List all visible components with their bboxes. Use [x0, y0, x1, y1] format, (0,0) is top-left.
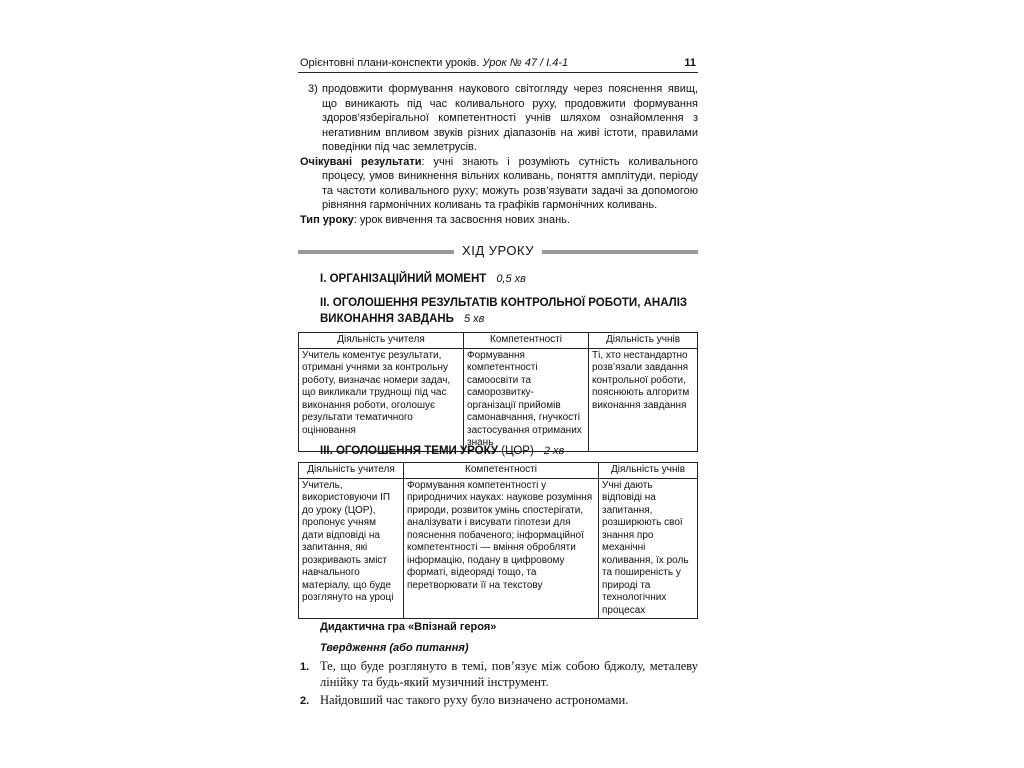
section-3-suffix: (ЦОР): [498, 445, 534, 457]
table-header-cell: Діяльність учителя: [299, 463, 404, 479]
list-item: [298, 692, 698, 708]
table-row: [299, 348, 698, 451]
game-title: Дидактична гра «Впізнай героя»: [320, 621, 497, 633]
section-3-title: [320, 443, 564, 459]
list-item: [298, 658, 698, 690]
list-item-number: 2.: [300, 695, 310, 707]
expected-results-text: : учні знають і розуміють сутність коливального процесу, умов виникнення вільних коливань, поняття амплітуди, періоду та частоти коливального руху; можуть розв’язувати задачі за допомогою рівняння гармонічних коливань та графіків гармонічних коливань.: [322, 155, 698, 211]
objective-number: 3): [308, 83, 318, 95]
header-text: Орієнтовні плани-конспекти уроків.: [300, 57, 480, 69]
table-header-cell: Діяльність учителя: [299, 333, 464, 349]
objective-text: продовжити формування наукового світогляду через пояснення явищ, що виникають під час коливального руху, продовжити формування здоров’язберігальної компетентності учнів шляхом ознайомлення з негативним впливом звуків різних діапазонів на живі істоти, правилами поведінки під час землетрусів.: [322, 83, 698, 153]
list-item-text: Найдовший час такого руху було визначено астрономами.: [320, 693, 629, 707]
table-header-cell: Компетентності: [404, 463, 599, 479]
table-cell: Формування компетентності у природничих науках: наукове розуміння природи, розвиток умінь спостерігати, аналізувати і висувати гіпотези для пояснення побаченого; інформаційної компетентності — вміння обробляти інформацію, подану в цифровому форматі, відеоряді тощо, та перетворювати її на текстову: [404, 478, 599, 619]
table-header-cell: Діяльність учнів: [599, 463, 698, 479]
table-cell: Ті, хто нестандартно розв’язали завдання контрольної роботи, пояснюють алгоритм виконання завдання: [589, 348, 698, 451]
section-1-text: І. ОРГАНІЗАЦІЙНИЙ МОМЕНТ: [320, 273, 487, 285]
lesson-type-label: Тип уроку: [300, 213, 354, 226]
expected-results: [298, 155, 698, 213]
game-subtitle: Твердження (або питання): [320, 642, 469, 654]
table-cell: Учні дають відповіді на запитання, розширюють свої знання про механічні коливання, їх роль та поширеність у природі та технологічних процесах: [599, 478, 698, 619]
table-header-cell: Діяльність учнів: [589, 333, 698, 349]
table-cell: Формування компетентності самоосвіти та саморозвитку- організації прийомів самонавчання, гнучкості застосування отриманих знань: [464, 348, 589, 451]
topic-table: [298, 462, 698, 619]
page-number: 11: [684, 57, 696, 69]
table-cell: Учитель, використовуючи ІП до уроку (ЦОР), пропонує учням дати відповіді на запитання, які розкривають зміст навчального матеріалу, що буде розглянуто на уроці: [299, 478, 404, 619]
lesson-flow-title: ХІД УРОКУ: [454, 243, 542, 258]
lesson-type-text: : урок вивчення та засвоєння нових знань.: [353, 213, 570, 226]
results-table: [298, 332, 698, 452]
section-3-time: 2 хв: [543, 445, 565, 457]
section-3-text: ІІІ. ОГОЛОШЕННЯ ТЕМИ УРОКУ: [320, 445, 499, 457]
table-header-row: [299, 333, 698, 349]
section-2-line2: ВИКОНАННЯ ЗАВДАНЬ: [320, 313, 454, 325]
lesson-flow-heading: [298, 244, 698, 260]
list-item-number: 1.: [300, 661, 310, 673]
section-1-title: [320, 271, 526, 287]
table-header-row: [299, 463, 698, 479]
lesson-type: [298, 213, 698, 228]
game-list: [298, 658, 698, 708]
section-2-line1: ІІ. ОГОЛОШЕННЯ РЕЗУЛЬТАТІВ КОНТРОЛЬНОЇ РОБОТИ, АНАЛІЗ: [320, 297, 688, 309]
table-row: [299, 478, 698, 619]
table-cell: Учитель коментує результати, отримані учнями за контрольну роботу, визначає номери задач, що викликали труднощі під час виконання роботи, оголошує результати тематичного оцінювання: [299, 348, 464, 451]
header-lesson-ref: Урок № 47 / І.4-1: [482, 57, 569, 69]
list-item-text: Те, що буде розглянуто в темі, пов’язує між собою бджолу, металеву лінійку та будь-який музичний інструмент.: [320, 659, 698, 689]
running-header: [298, 52, 698, 73]
table-header-cell: Компетентності: [464, 333, 589, 349]
section-2-time: 5 хв: [463, 313, 485, 325]
section-2-title: [320, 295, 687, 327]
section-1-time: 0,5 хв: [496, 273, 526, 285]
intro-block: [298, 82, 698, 227]
objective-item-3: [300, 82, 698, 155]
expected-results-label: Очікувані результати: [300, 155, 422, 168]
header-title: [300, 57, 568, 69]
